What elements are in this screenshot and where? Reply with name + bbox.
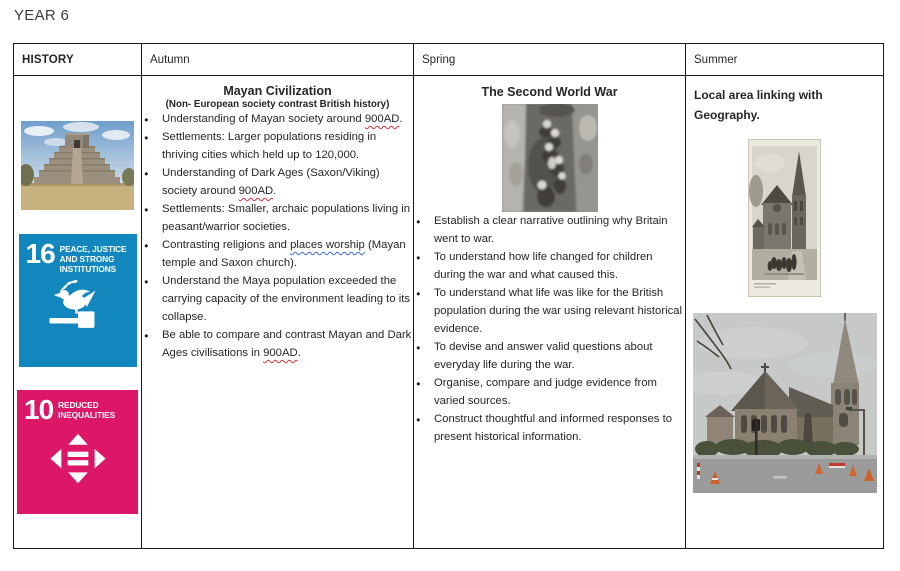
dove-gavel-icon — [45, 278, 111, 336]
bullet-item: ● Settlements: Smaller, archaic populations living in peasant/warrior societies. — [142, 200, 413, 236]
church-modern-photo — [693, 313, 877, 493]
sdg10-title-line: REDUCED — [58, 400, 99, 410]
equality-icon — [43, 427, 113, 489]
sdg16-title-line: AND STRONG — [59, 254, 115, 264]
sdg16-number: 16 — [25, 238, 55, 269]
bullet-item: ● Establish a clear narrative outlining why Britain went to war. — [414, 212, 685, 248]
page-title: YEAR 6 — [14, 7, 70, 24]
bullet-item: ● Understanding of Mayan society around 900AD. — [142, 110, 413, 128]
header-summer: Summer — [686, 44, 883, 76]
sdg10-number: 10 — [24, 394, 54, 425]
bullet-item: ● To devise and answer valid questions about everyday life during the war. — [414, 338, 685, 374]
wwii-children-trench-photo — [502, 104, 598, 212]
header-spring: Spring — [414, 44, 686, 76]
bullet-item: ● Understanding of Dark Ages (Saxon/Viking) society around 900AD. — [142, 164, 413, 200]
autumn-bullet-list — [142, 110, 413, 362]
sdg16-title-line: PEACE, JUSTICE — [59, 244, 127, 254]
bullet-item: ● Contrasting religions and places worship (Mayan temple and Saxon church). — [142, 236, 413, 272]
bullet-item: ● Construct thoughtful and informed responses to present historical information. — [414, 410, 685, 446]
header-history: HISTORY — [14, 44, 142, 76]
bullet-item: ● Be able to compare and contrast Mayan and Dark Ages civilisations in 900AD. — [142, 326, 413, 362]
summer-topic-title: Local area linking with Geography. — [694, 88, 823, 122]
autumn-cell — [142, 76, 414, 548]
bullet-item: ● Organise, compare and judge evidence from varied sources. — [414, 374, 685, 410]
bullet-item: ● To understand what life was like for the British population during the war using relevant historical evidence. — [414, 284, 685, 338]
bullet-item: ● Understand the Maya population exceeded the carrying capacity of the environment leading to its collapse. — [142, 272, 413, 326]
bullet-item: ● To understand how life changed for children during the war and what caused this. — [414, 248, 685, 284]
bullet-item: ● Settlements: Larger populations residing in thriving cities which held up to 120,000. — [142, 128, 413, 164]
summer-cell — [686, 76, 883, 548]
curriculum-table — [13, 43, 884, 549]
history-images-cell — [14, 76, 142, 548]
sdg10-title-line: INEQUALITIES — [58, 410, 116, 420]
mayan-pyramid-photo — [21, 121, 134, 210]
spring-topic-title: The Second World War — [481, 85, 618, 99]
sdg16-title-line: INSTITUTIONS — [59, 264, 117, 274]
sdg16-goal-tile — [19, 234, 137, 367]
church-postcard-photo — [748, 139, 821, 297]
header-autumn: Autumn — [142, 44, 414, 76]
autumn-topic-title: Mayan Civilization — [223, 84, 332, 98]
sdg10-goal-tile — [17, 390, 138, 514]
autumn-topic-subtitle: (Non- European society contrast British history) — [165, 99, 390, 110]
spring-bullet-list — [414, 212, 685, 446]
spring-cell — [414, 76, 686, 548]
